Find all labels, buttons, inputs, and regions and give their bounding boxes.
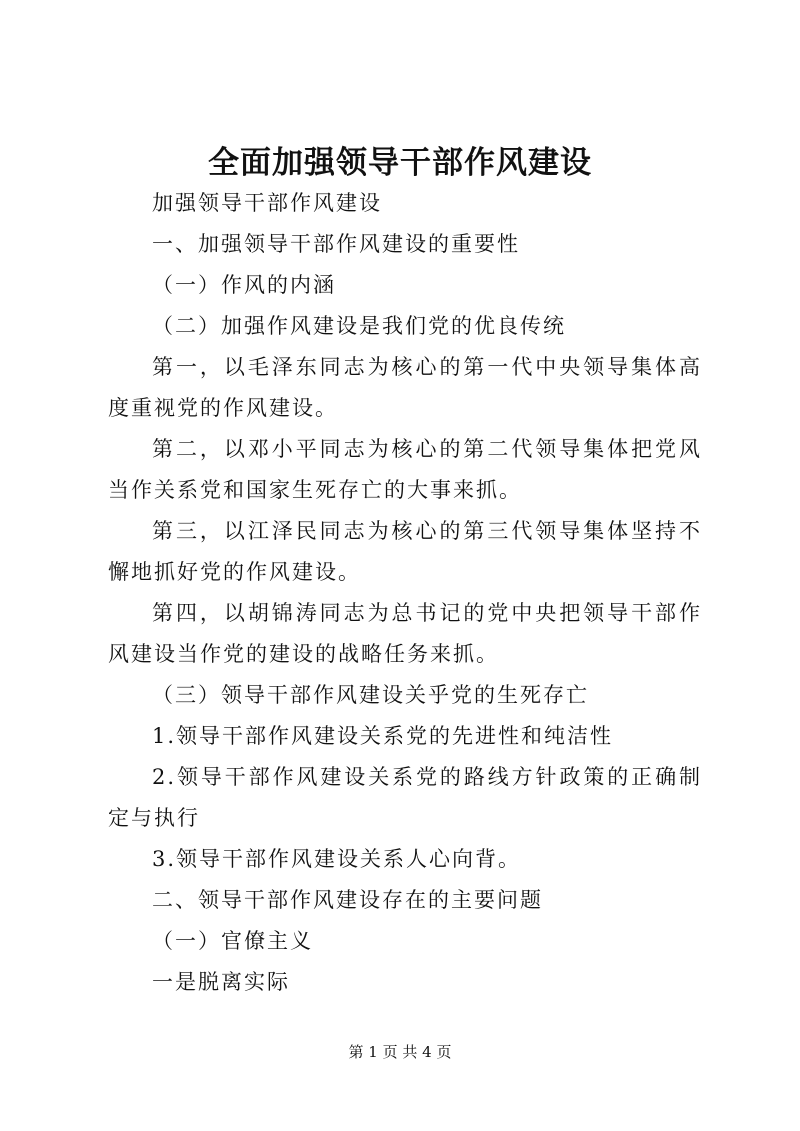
section-heading: 二、领导干部作风建设存在的主要问题 xyxy=(152,888,543,912)
paragraph: 一是脱离实际 xyxy=(152,970,290,994)
paragraph: 加强领导干部作风建设 xyxy=(152,191,382,215)
paragraph: 第四，以胡锦涛同志为总书记的党中央把领导干部作风建设当作党的建设的战略任务来抓。 xyxy=(108,601,702,666)
document-body xyxy=(108,183,702,1003)
paragraph: 第一，以毛泽东同志为核心的第一代中央领导集体高度重视党的作风建设。 xyxy=(108,355,702,420)
section-heading: 一、加强领导干部作风建设的重要性 xyxy=(152,232,520,256)
list-item: 1.领导干部作风建设关系党的先进性和纯洁性 xyxy=(152,724,614,748)
subsection-heading: （三）领导干部作风建设关乎党的生死存亡 xyxy=(152,683,589,707)
list-item: 3.领导干部作风建设关系人心向背。 xyxy=(152,847,522,871)
subsection-heading: （一）官僚主义 xyxy=(152,929,313,953)
subsection-heading: （二）加强作风建设是我们党的优良传统 xyxy=(152,314,566,338)
page-footer: 第 1 页 共 4 页 xyxy=(348,1043,452,1061)
subsection-heading: （一）作风的内涵 xyxy=(152,273,336,297)
list-item: 2.领导干部作风建设关系党的路线方针政策的正确制定与执行 xyxy=(108,765,702,830)
document-title: 全面加强领导干部作风建设 xyxy=(208,145,592,181)
paragraph: 第二，以邓小平同志为核心的第二代领导集体把党风当作关系党和国家生死存亡的大事来抓。 xyxy=(108,437,702,502)
paragraph: 第三，以江泽民同志为核心的第三代领导集体坚持不懈地抓好党的作风建设。 xyxy=(108,519,702,584)
